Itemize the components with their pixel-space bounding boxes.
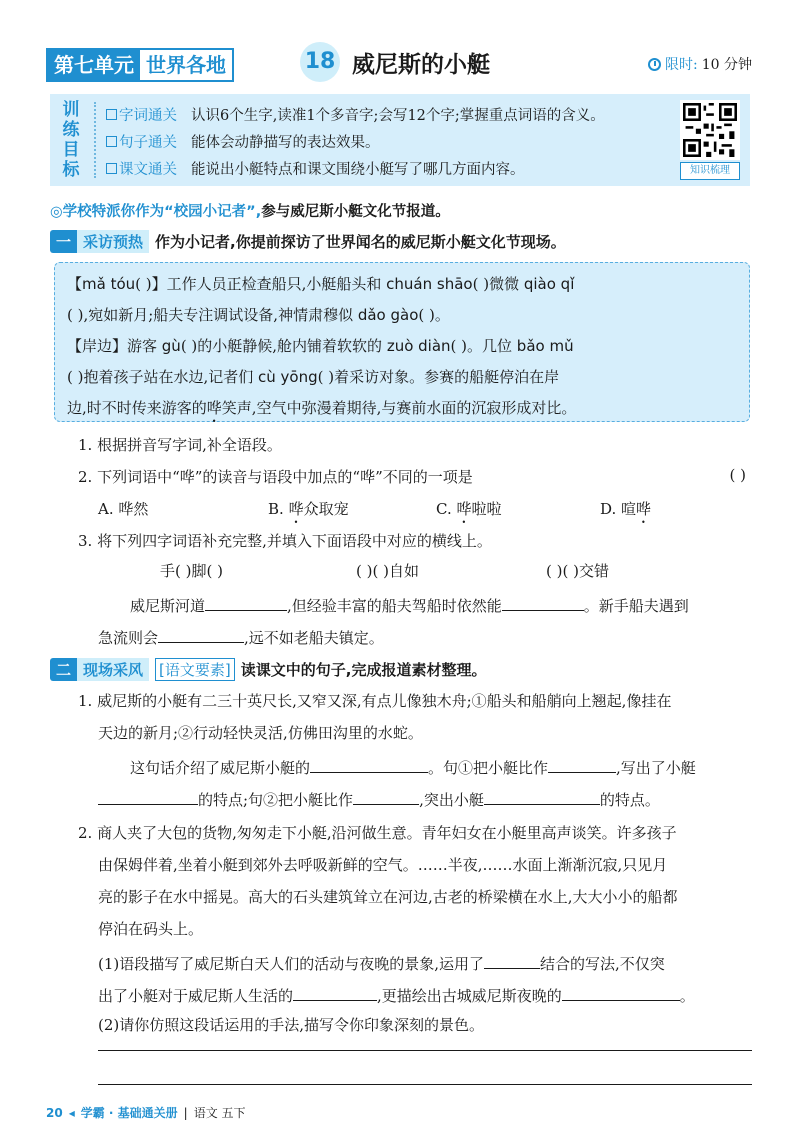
unit-number: 第七单元 [48, 50, 140, 80]
fill-blank[interactable] [353, 788, 419, 805]
goal-name: 字词通关 [119, 108, 177, 124]
footer-divider: | [183, 1105, 188, 1120]
section-number: 一 [50, 230, 77, 253]
goal-text: 能体会动静描写的表达效果。 [191, 135, 380, 151]
question-text: 停泊在码头上。 [98, 920, 204, 938]
lesson-title: 威尼斯的小艇 [352, 52, 490, 78]
section-name: 采访预热 [77, 230, 149, 253]
passage-line: 【mǎ tóu( )】工作人员正检查船只,小艇船头和 chuán shāo( )微微 qiào qǐ [67, 275, 575, 293]
goal-name: 课文通关 [119, 162, 177, 178]
answer-paren[interactable]: ( ) [729, 466, 746, 484]
page-footer [46, 1104, 246, 1121]
page-number: 20 [46, 1105, 63, 1120]
fill-blank[interactable] [293, 984, 377, 1001]
goal-row [106, 158, 525, 179]
unit-name: 世界各地 [140, 50, 232, 80]
section-instruction: 作为小记者,你提前探访了世界闻名的威尼斯小艇文化节现场。 [155, 233, 566, 251]
fill-blank[interactable] [158, 626, 244, 643]
checkbox-icon[interactable] [106, 136, 117, 147]
idiom-blank[interactable]: ( )( )交错 [546, 562, 609, 580]
lesson-number: 18 [300, 42, 340, 82]
fill-blank[interactable] [98, 788, 198, 805]
idiom-blank[interactable]: ( )( )自如 [356, 562, 419, 580]
answer-line[interactable] [98, 1050, 752, 1051]
passage-line: 【岸边】游客 gù( )的小艇静候,舱内铺着软软的 zuò diàn( )。几位 bǎo mǔ [67, 337, 574, 355]
qr-code-icon[interactable] [680, 100, 740, 160]
section-1-header [50, 230, 566, 253]
question-text: 2. 商人夹了大包的货物,匆匆走下小艇,沿河做生意。青年妇女在小艇里高声谈笑。许多孩子 [78, 824, 677, 842]
passage-line: 边,时不时传来游客的哗笑声,空气中弥漫着期待,与赛前水面的沉寂形成对比。 [67, 399, 577, 417]
option-d[interactable]: D. 喧哗 [600, 500, 652, 518]
question-text: 由保姆伴着,坐着小艇到郊外去呼吸新鲜的空气。……半夜,……水面上渐渐沉寂,只见月 [98, 856, 668, 874]
goal-row [106, 131, 380, 152]
fill-sentence: 的特点;句②把小艇比作 ,突出小艇 的特点。 [98, 788, 660, 810]
question-2: 2. 下列词语中“哗”的读音与语段中加点的“哗”不同的一项是 [78, 468, 473, 486]
fill-blank[interactable] [484, 952, 540, 969]
arrow-icon: ◂ [68, 1105, 75, 1120]
section-number: 二 [50, 658, 77, 681]
option-c[interactable]: C. 哗啦啦 [436, 500, 502, 518]
checkbox-icon[interactable] [106, 109, 117, 120]
question-text: (2)请你仿照这段话运用的手法,描写令你印象深刻的景色。 [98, 1016, 485, 1034]
fill-blank[interactable] [484, 788, 600, 805]
goals-label: 训练目标 [62, 100, 80, 180]
time-label: 限时: [665, 57, 698, 73]
passage-line: ( )抱着孩子站在水边,记者们 cù yōng( )着采访对象。参赛的船艇停泊在岸 [67, 368, 560, 386]
assignment-lead: ◎学校特派你作为“校园小记者”, [50, 204, 262, 220]
option-b[interactable]: B. 哗众取宠 [268, 500, 349, 518]
question-text: 亮的影子在水中摇晃。高大的石头建筑耸立在河边,古老的桥梁横在水上,大大小小的船都 [98, 888, 678, 906]
goal-name: 句子通关 [119, 135, 177, 151]
assignment-rest: 参与威尼斯小艇文化节报道。 [261, 204, 450, 220]
fill-sentence: 出了小艇对于威尼斯人生活的 ,更描绘出古城威尼斯夜晚的 。 [98, 984, 695, 1006]
fill-blank[interactable] [310, 756, 428, 773]
option-a[interactable]: A. 哗然 [98, 500, 149, 518]
passage-line: ( ),宛如新月;船夫专注调试设备,神情肃穆似 dǎo gào( )。 [67, 306, 450, 324]
question-3: 3. 将下列四字词语补充完整,并填入下面语段中对应的横线上。 [78, 532, 492, 550]
section-name: 现场采风 [77, 658, 149, 681]
goal-text: 能说出小艇特点和课文围绕小艇写了哪几方面内容。 [191, 162, 525, 178]
book-subject: 语文 五下 [193, 1106, 246, 1120]
fill-blank[interactable] [562, 984, 680, 1001]
unit-badge [46, 48, 234, 82]
fill-sentence: 急流则会 ,远不如老船夫镇定。 [98, 626, 384, 648]
time-limit [648, 54, 752, 74]
question-1: 1. 根据拼音写字词,补全语段。 [78, 436, 282, 454]
fill-blank[interactable] [502, 594, 584, 611]
fill-blank[interactable] [548, 756, 616, 773]
goal-row [106, 104, 605, 125]
idiom-blank[interactable]: 手( )脚( ) [160, 562, 223, 580]
passage-box [54, 262, 750, 422]
answer-line[interactable] [98, 1084, 752, 1085]
assignment-intro [50, 200, 450, 221]
time-value: 10 分钟 [701, 57, 752, 73]
goal-text: 认识6个生字,读准1个多音字;会写12个字;掌握重点词语的含义。 [191, 108, 605, 124]
training-goals [50, 94, 750, 186]
clock-icon [648, 58, 661, 71]
fill-sentence: (1)语段描写了威尼斯白天人们的活动与夜晚的景象,运用了 结合的写法,不仅突 [98, 952, 665, 974]
qr-caption: 知识梳理 [680, 162, 740, 180]
goals-divider [94, 102, 96, 178]
fill-sentence: 威尼斯河道 ,但经验丰富的船夫驾船时依然能 。新手船夫遇到 [130, 594, 689, 616]
section-2-header [50, 658, 486, 681]
question-text: 1. 威尼斯的小艇有二三十英尺长,又窄又深,有点儿像独木舟;①船头和船艄向上翘起,像挂在 [78, 692, 672, 710]
fill-blank[interactable] [205, 594, 287, 611]
checkbox-icon[interactable] [106, 163, 117, 174]
section-instruction: 读课文中的句子,完成报道素材整理。 [240, 661, 487, 679]
book-brand: 学霸 · 基础通关册 [80, 1106, 178, 1120]
question-text: 天边的新月;②行动轻快灵活,仿佛田沟里的水蛇。 [98, 724, 423, 742]
fill-sentence: 这句话介绍了威尼斯小艇的 。句①把小艇比作 ,写出了小艇 [130, 756, 696, 778]
section-tag: [语文要素] [155, 658, 235, 681]
